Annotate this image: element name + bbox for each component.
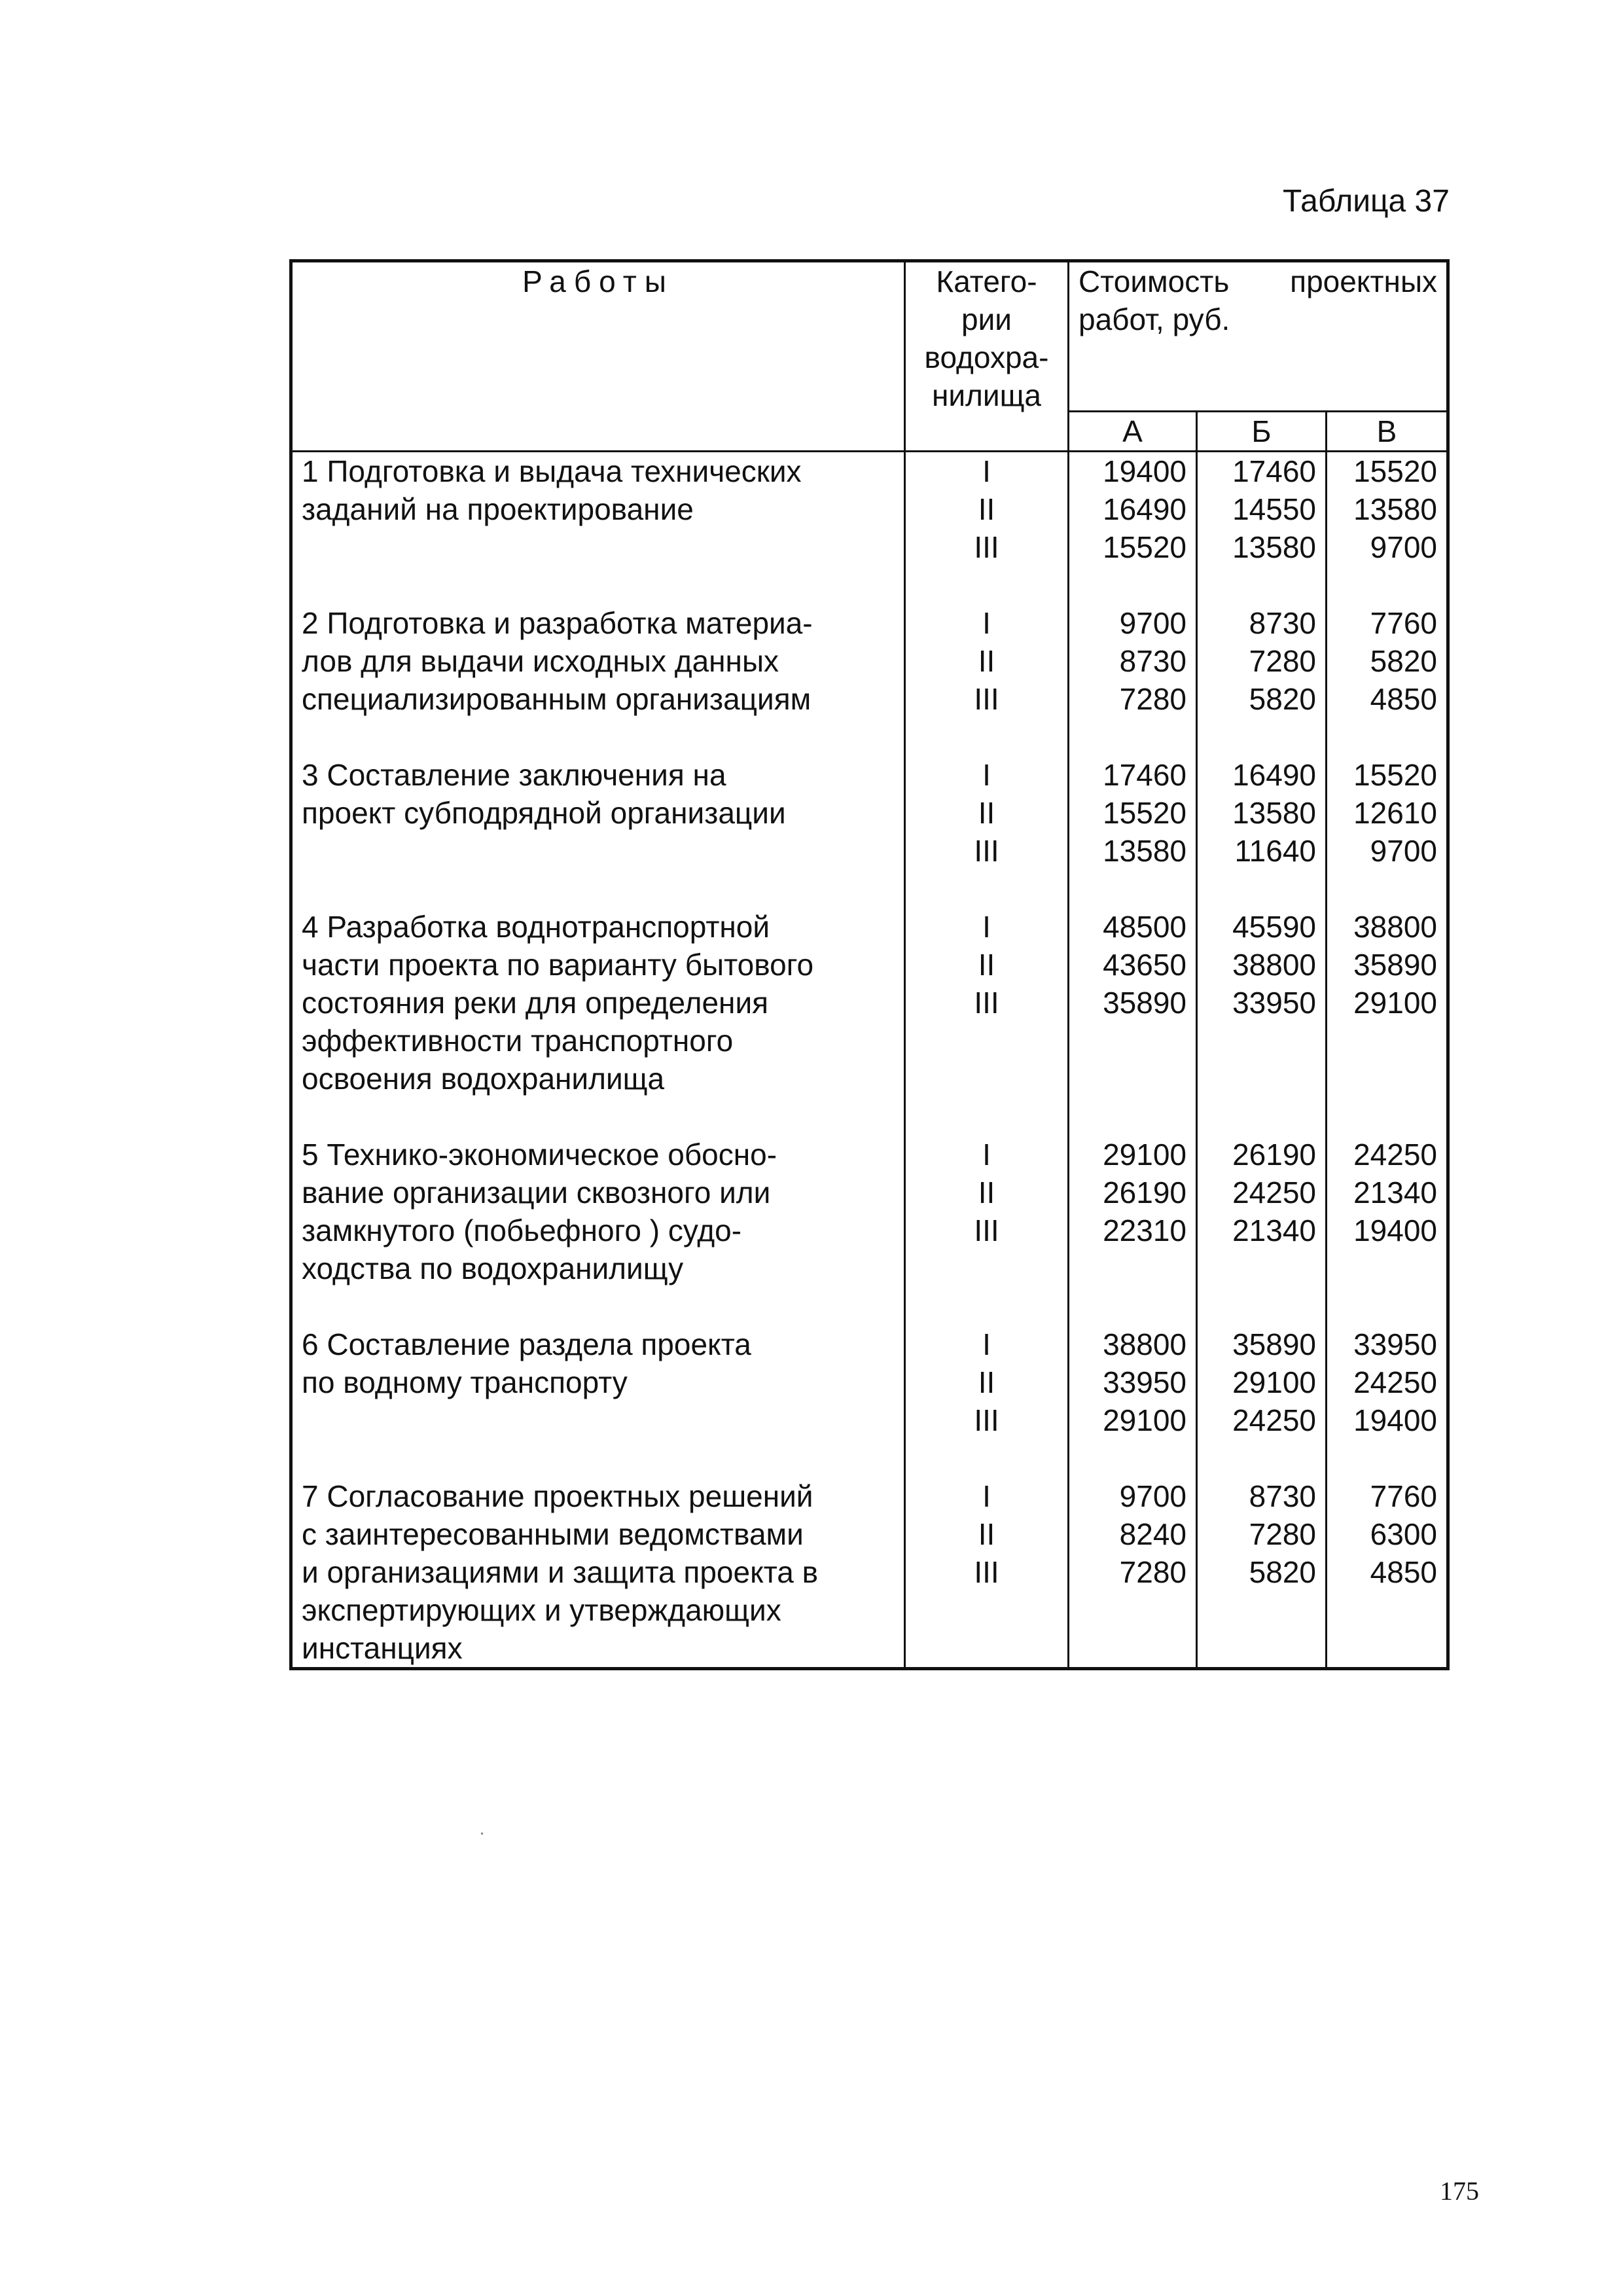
category-cell-line: II [978, 644, 995, 678]
category-cell-line: II [978, 948, 995, 982]
cost-b-cell [1197, 604, 1327, 756]
cost-a-cell-line: 38800 [1103, 1327, 1186, 1361]
category-cell-line: I [982, 1327, 991, 1361]
header-cost-line2: работ, руб. [1079, 302, 1230, 336]
cost-a-cell-line: 15520 [1103, 796, 1186, 830]
work-cell [291, 756, 905, 908]
cost-a-cell-line: 9700 [1119, 606, 1186, 640]
work-cell [291, 452, 905, 605]
cost-a-cell-line: 19400 [1103, 454, 1186, 488]
category-cell [905, 756, 1069, 908]
header-col-a: А [1069, 412, 1197, 452]
cost-b-cell-line: 17460 [1232, 454, 1316, 488]
work-cell-line: освоения водохранилища [302, 1062, 665, 1096]
cost-v-cell-line: 24250 [1353, 1138, 1438, 1172]
cost-v-cell-line: 29100 [1353, 986, 1438, 1020]
cost-a-cell [1069, 1325, 1197, 1477]
cost-v-cell-line: 4850 [1370, 682, 1438, 716]
cost-a-cell-line: 8730 [1119, 644, 1186, 678]
cost-v-cell-line: 5820 [1370, 644, 1438, 678]
category-cell-line: III [974, 986, 999, 1020]
work-cell-line: инстанциях [302, 1631, 463, 1665]
work-cell-line: лов для выдачи исходных данных [302, 644, 779, 678]
cost-b-cell [1197, 1136, 1327, 1325]
work-cell-line: эффективности транспортного [302, 1024, 734, 1058]
cost-v-cell-line: 35890 [1353, 948, 1438, 982]
cost-b-cell-line: 45590 [1232, 910, 1316, 944]
scan-speck [481, 1833, 483, 1835]
header-category-line: водохра- [924, 340, 1049, 374]
work-cell-line: экспертирующих и утверждающих [302, 1593, 781, 1627]
cost-b-cell-line: 38800 [1232, 948, 1316, 982]
work-cell-line: 1 Подготовка и выдача технических [302, 454, 802, 488]
header-category-line: Катего- [936, 264, 1037, 298]
cost-v-cell-line: 19400 [1353, 1403, 1438, 1437]
cost-v-cell-line: 12610 [1353, 796, 1438, 830]
page-number: 175 [1440, 2176, 1479, 2206]
cost-a-cell-line: 35890 [1103, 986, 1186, 1020]
cost-b-cell [1197, 1325, 1327, 1477]
cost-v-cell-line: 15520 [1353, 454, 1438, 488]
work-cell-line: 2 Подготовка и разработка материа- [302, 606, 813, 640]
cost-b-cell-line: 33950 [1232, 986, 1316, 1020]
header-cost-word2: проектных [1290, 264, 1438, 298]
table-row [291, 604, 1448, 756]
table-title: Таблица 37 [1283, 184, 1450, 219]
category-cell-line: II [978, 1517, 995, 1551]
header-cost-line1 [1079, 262, 1437, 300]
cost-v-cell [1327, 1136, 1448, 1325]
cost-a-cell [1069, 908, 1197, 1136]
work-cell-line: и организациями и защита проекта в [302, 1555, 819, 1589]
cost-a-cell [1069, 452, 1197, 605]
work-cell-line: 6 Составление раздела проекта [302, 1327, 751, 1361]
cost-a-cell-line: 16490 [1103, 492, 1186, 526]
cost-a-cell [1069, 604, 1197, 756]
category-cell-line: I [982, 758, 991, 792]
cost-b-cell-line: 24250 [1232, 1175, 1316, 1210]
work-cell-line: с заинтересованными ведомствами [302, 1517, 804, 1551]
header-cost [1069, 261, 1448, 412]
cost-table [289, 259, 1450, 1670]
category-cell-line: III [974, 530, 999, 564]
work-cell-line: 3 Составление заключения на [302, 758, 726, 792]
cost-a-cell-line: 13580 [1103, 834, 1186, 868]
cost-a-cell [1069, 1136, 1197, 1325]
category-cell-line: I [982, 454, 991, 488]
cost-a-cell-line: 48500 [1103, 910, 1186, 944]
cost-a-cell-line: 29100 [1103, 1403, 1186, 1437]
work-cell [291, 604, 905, 756]
category-cell [905, 452, 1069, 605]
work-cell-line: замкнутого (побьефного ) судо- [302, 1213, 742, 1247]
work-cell [291, 1136, 905, 1325]
work-cell-line: вание организации сквозного или [302, 1175, 771, 1210]
cost-v-cell [1327, 604, 1448, 756]
table-row [291, 1477, 1448, 1669]
cost-v-cell-line: 38800 [1353, 910, 1438, 944]
cost-b-cell-line: 29100 [1232, 1365, 1316, 1399]
cost-b-cell [1197, 452, 1327, 605]
cost-b-cell-line: 8730 [1249, 1479, 1316, 1513]
work-cell-line: состояния реки для определения [302, 986, 769, 1020]
cost-b-cell-line: 13580 [1232, 530, 1316, 564]
category-cell-line: I [982, 1138, 991, 1172]
cost-v-cell-line: 19400 [1353, 1213, 1438, 1247]
category-cell-line: III [974, 682, 999, 716]
cost-v-cell-line: 4850 [1370, 1555, 1438, 1589]
work-cell-line: проект субподрядной организации [302, 796, 786, 830]
cost-v-cell [1327, 452, 1448, 605]
cost-b-cell [1197, 908, 1327, 1136]
work-cell-line: специализированным организациям [302, 682, 812, 716]
cost-b-cell-line: 7280 [1249, 1517, 1316, 1551]
cost-a-cell-line: 26190 [1103, 1175, 1186, 1210]
header-category-line: рии [961, 302, 1012, 336]
cost-v-cell-line: 9700 [1370, 530, 1438, 564]
work-cell-line: заданий на проектирование [302, 492, 694, 526]
header-works: Работы [291, 261, 905, 452]
cost-a-cell-line: 29100 [1103, 1138, 1186, 1172]
cost-a-cell-line: 15520 [1103, 530, 1186, 564]
category-cell [905, 908, 1069, 1136]
category-cell-line: III [974, 1213, 999, 1247]
category-cell-line: II [978, 1175, 995, 1210]
cost-v-cell-line: 33950 [1353, 1327, 1438, 1361]
cost-b-cell-line: 13580 [1232, 796, 1316, 830]
cost-a-cell-line: 33950 [1103, 1365, 1186, 1399]
cost-b-cell-line: 5820 [1249, 682, 1316, 716]
category-cell [905, 604, 1069, 756]
cost-v-cell-line: 15520 [1353, 758, 1438, 792]
table-row [291, 1325, 1448, 1477]
cost-v-cell [1327, 1477, 1448, 1669]
category-cell-line: III [974, 1403, 999, 1437]
category-cell-line: III [974, 1555, 999, 1589]
header-col-v: В [1327, 412, 1448, 452]
cost-v-cell-line: 9700 [1370, 834, 1438, 868]
cost-v-cell-line: 7760 [1370, 606, 1438, 640]
category-cell-line: III [974, 834, 999, 868]
cost-a-cell-line: 7280 [1119, 682, 1186, 716]
category-cell [905, 1477, 1069, 1669]
cost-v-cell-line: 24250 [1353, 1365, 1438, 1399]
table-row [291, 908, 1448, 1136]
cost-v-cell-line: 6300 [1370, 1517, 1438, 1551]
cost-v-cell [1327, 1325, 1448, 1477]
table-row [291, 1136, 1448, 1325]
category-cell [905, 1325, 1069, 1477]
header-cost-word1: Стоимость [1079, 264, 1230, 298]
table-row [291, 452, 1448, 605]
cost-v-cell-line: 7760 [1370, 1479, 1438, 1513]
cost-a-cell-line: 22310 [1103, 1213, 1186, 1247]
cost-a-cell-line: 8240 [1119, 1517, 1186, 1551]
cost-v-cell-line: 21340 [1353, 1175, 1438, 1210]
category-cell-line: I [982, 1479, 991, 1513]
cost-b-cell-line: 35890 [1232, 1327, 1316, 1361]
work-cell [291, 908, 905, 1136]
cost-b-cell-line: 24250 [1232, 1403, 1316, 1437]
cost-b-cell-line: 7280 [1249, 644, 1316, 678]
cost-v-cell [1327, 756, 1448, 908]
cost-b-cell-line: 8730 [1249, 606, 1316, 640]
work-cell [291, 1325, 905, 1477]
table-row [291, 756, 1448, 908]
cost-v-cell-line: 13580 [1353, 492, 1438, 526]
category-cell [905, 1136, 1069, 1325]
work-cell [291, 1477, 905, 1669]
work-cell-line: по водному транспорту [302, 1365, 628, 1399]
cost-a-cell-line: 17460 [1103, 758, 1186, 792]
cost-b-cell [1197, 1477, 1327, 1669]
header-category [905, 261, 1069, 452]
category-cell-line: II [978, 796, 995, 830]
category-cell-line: II [978, 492, 995, 526]
work-cell-line: части проекта по варианту бытового [302, 948, 814, 982]
cost-b-cell-line: 11640 [1234, 834, 1316, 868]
header-col-b: Б [1197, 412, 1327, 452]
work-cell-line: ходства по водохранилищу [302, 1251, 684, 1285]
header-category-line: нилища [931, 378, 1042, 412]
category-cell-line: I [982, 910, 991, 944]
cost-b-cell-line: 26190 [1232, 1138, 1316, 1172]
cost-b-cell-line: 14550 [1232, 492, 1316, 526]
cost-b-cell-line: 16490 [1232, 758, 1316, 792]
category-cell-line: I [982, 606, 991, 640]
cost-b-cell-line: 5820 [1249, 1555, 1316, 1589]
table-body [291, 452, 1448, 1669]
cost-a-cell [1069, 756, 1197, 908]
cost-a-cell [1069, 1477, 1197, 1669]
cost-a-cell-line: 7280 [1119, 1555, 1186, 1589]
cost-v-cell [1327, 908, 1448, 1136]
work-cell-line: 5 Технико-экономическое обосно- [302, 1138, 777, 1172]
cost-a-cell-line: 9700 [1119, 1479, 1186, 1513]
cost-b-cell-line: 21340 [1232, 1213, 1316, 1247]
work-cell-line: 4 Разработка воднотранспортной [302, 910, 770, 944]
cost-a-cell-line: 43650 [1103, 948, 1186, 982]
work-cell-line: 7 Согласование проектных решений [302, 1479, 813, 1513]
cost-b-cell [1197, 756, 1327, 908]
category-cell-line: II [978, 1365, 995, 1399]
